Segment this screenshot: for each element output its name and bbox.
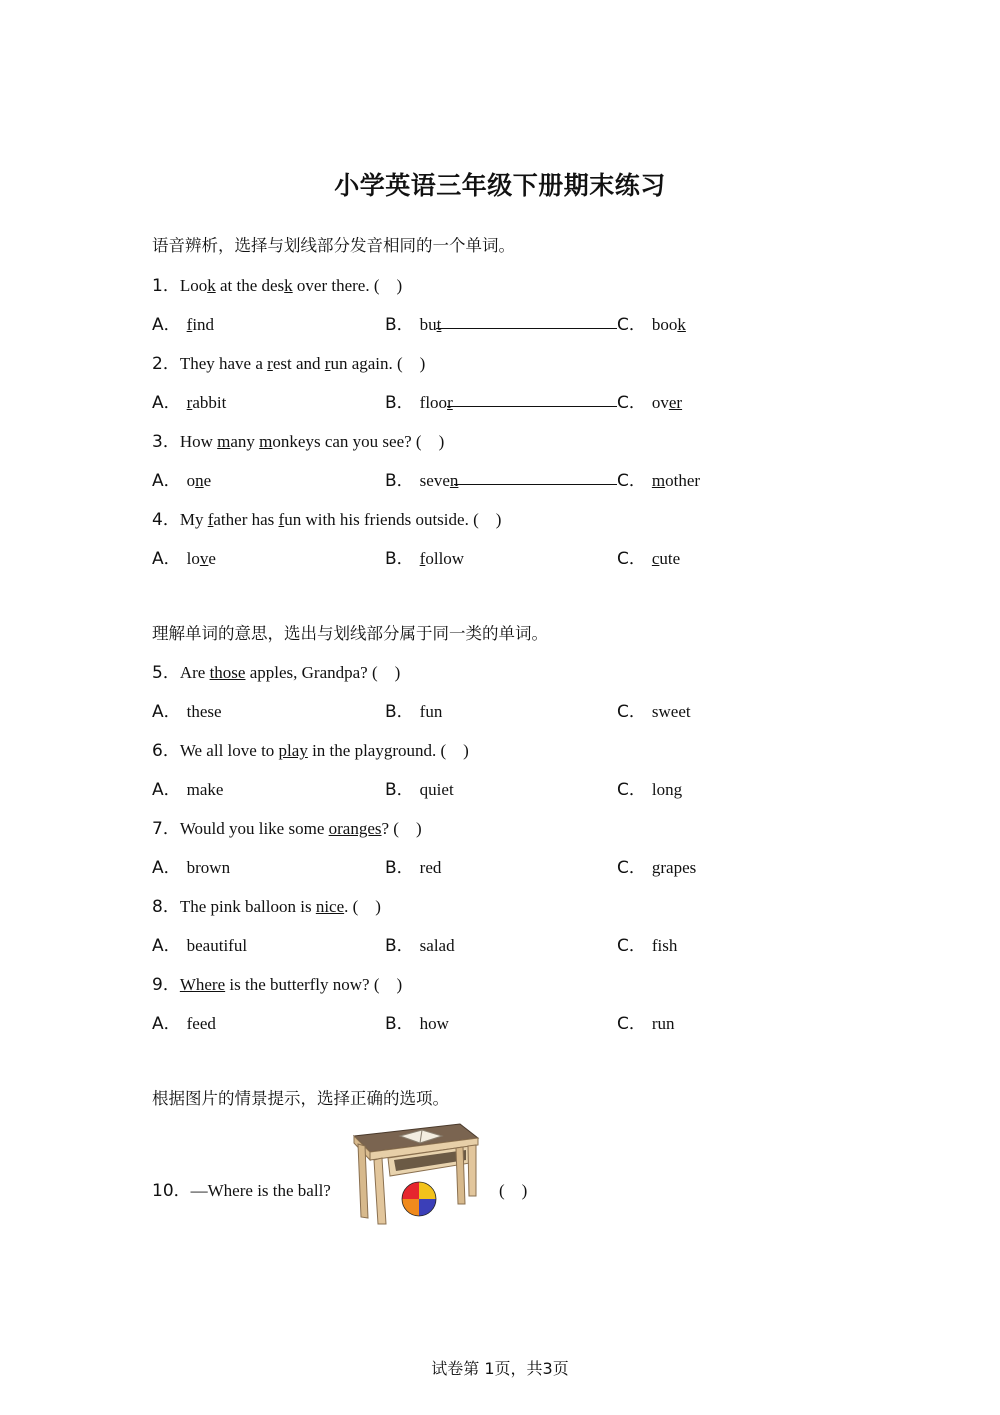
- question-7: 7．Would you like some oranges? ( ): [152, 819, 422, 839]
- question-5: 5．Are those apples, Grandpa? ( ): [152, 663, 401, 683]
- option-c[interactable]: C． long: [617, 780, 683, 800]
- answer-blank-line: [436, 328, 617, 329]
- question-9: 9．Where is the butterfly now? ( ): [152, 975, 403, 995]
- option-c[interactable]: C． cute: [617, 549, 681, 569]
- answer-paren[interactable]: ( ): [499, 1181, 528, 1200]
- option-a[interactable]: A． love: [152, 549, 216, 569]
- section-heading-phonics: 语音辨析，选择与划线部分发音相同的一个单词。: [152, 236, 515, 255]
- option-b[interactable]: B． seven: [385, 471, 459, 491]
- option-a[interactable]: A． beautiful: [152, 936, 248, 956]
- option-c[interactable]: C． sweet: [617, 702, 691, 722]
- page-title: 小学英语三年级下册期末练习: [334, 171, 666, 200]
- page-footer: 试卷第 1页，共3页: [431, 1359, 569, 1378]
- option-a[interactable]: A． rabbit: [152, 393, 227, 413]
- option-c[interactable]: C． grapes: [617, 858, 697, 878]
- question-10: 10．—Where is the ball?: [152, 1181, 331, 1201]
- option-b[interactable]: B． follow: [385, 549, 465, 569]
- answer-blank-line: [447, 406, 617, 407]
- option-c[interactable]: C． book: [617, 315, 686, 335]
- option-c[interactable]: C． run: [617, 1014, 675, 1034]
- desk-with-ball-image: [350, 1118, 482, 1226]
- option-b[interactable]: B． quiet: [385, 780, 454, 800]
- ball-icon: [402, 1182, 436, 1216]
- answer-blank-line: [454, 484, 617, 485]
- question-6: 6．We all love to play in the playground. ( ): [152, 741, 469, 761]
- option-c[interactable]: C． fish: [617, 936, 678, 956]
- option-a[interactable]: A． brown: [152, 858, 231, 878]
- question-8: 8．The pink balloon is nice. ( ): [152, 897, 381, 917]
- option-b[interactable]: B． fun: [385, 702, 443, 722]
- option-a[interactable]: A． feed: [152, 1014, 216, 1034]
- question-3: 3．How many monkeys can you see? ( ): [152, 432, 445, 452]
- option-a[interactable]: A． find: [152, 315, 215, 335]
- option-a[interactable]: A． these: [152, 702, 222, 722]
- option-b[interactable]: B． floor: [385, 393, 453, 413]
- question-2: 2．They have a rest and run again. ( ): [152, 354, 426, 374]
- question-4: 4．My father has fun with his friends outside. ( ): [152, 510, 502, 530]
- option-b[interactable]: B． how: [385, 1014, 449, 1034]
- section-heading-picture: 根据图片的情景提示，选择正确的选项。: [152, 1089, 449, 1108]
- option-b[interactable]: B． but: [385, 315, 442, 335]
- section-heading-categories: 理解单词的意思，选出与划线部分属于同一类的单词。: [152, 624, 548, 643]
- option-a[interactable]: A． make: [152, 780, 224, 800]
- option-a[interactable]: A． one: [152, 471, 212, 491]
- option-b[interactable]: B． red: [385, 858, 442, 878]
- option-c[interactable]: C． over: [617, 393, 683, 413]
- option-c[interactable]: C． mother: [617, 471, 701, 491]
- option-b[interactable]: B． salad: [385, 936, 455, 956]
- question-1: 1．Look at the desk over there. ( ): [152, 276, 403, 296]
